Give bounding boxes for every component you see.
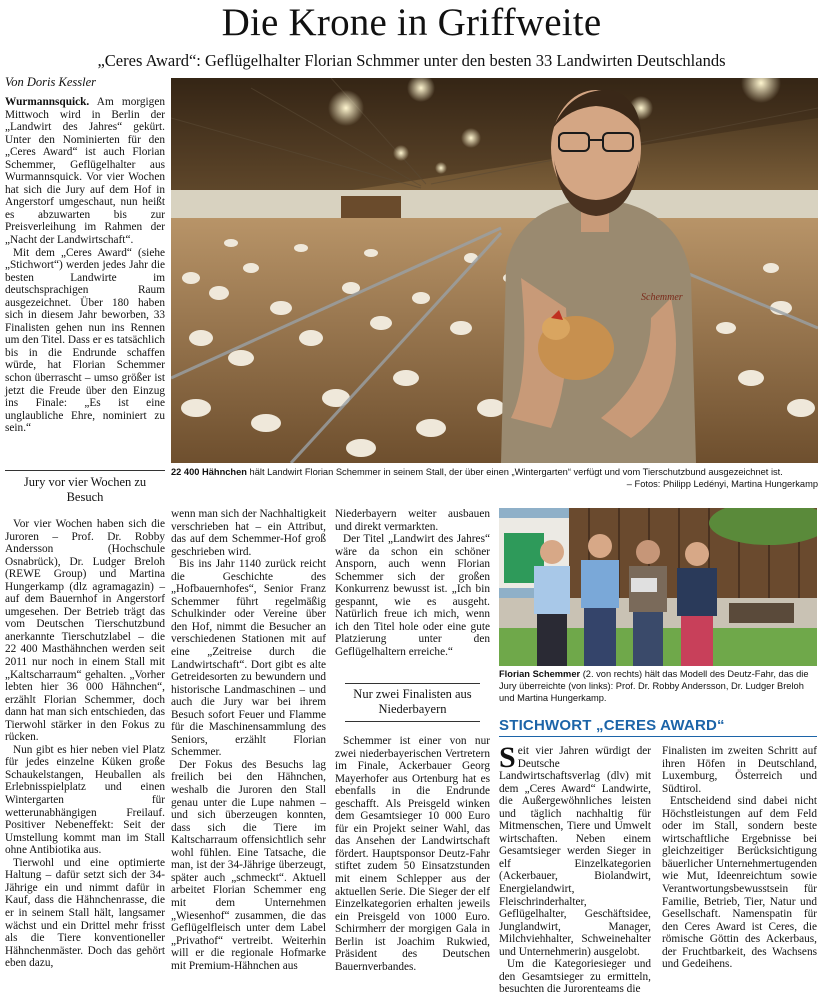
subheading-jury: Jury vor vier Wochen zu Besuch	[5, 470, 165, 505]
article-column-3	[335, 508, 490, 659]
main-photo-caption	[171, 466, 818, 490]
lead-paragraph	[5, 96, 165, 247]
paragraph: Nun gibt es hier neben viel Platz für jedes einzelne Küken große Schaukelstangen, Heuballen als Erlebnisspielplatz und einen Wintergarten für wetterunabhängigen Freilauf. Positiver Nebeneffekt: Seit der Umstellung kommt man im Stall ohne Antibiotika aus.	[5, 743, 165, 857]
paragraph	[499, 741, 651, 958]
article-column-1-continued	[5, 518, 165, 970]
main-photo	[171, 78, 818, 463]
paragraph: Tierwohl und eine optimierte Haltung – dafür setzt sich der 34-Jährige ein und nimmt dafür in Kauf, dass die Hähnchenrasse, die er in seinem Stall hält, langsamer wächst und ein Drittel mehr frisst als die Tiere konventioneller Hähnchenmäster. Doch das gehört eben dazu,	[5, 856, 165, 970]
paragraph: Niederbayern weiter ausbauen und direkt vermarkten.	[335, 508, 490, 533]
article-column-3-continued	[335, 735, 490, 973]
group-photo	[499, 508, 817, 666]
paragraph-text: eit vier Jahren würdigt der Deutsche Landwirtschaftsverlag (dlv) mit dem „Ceres Award“ Landwirte, die Außergewöhnliches leisten und täglich nachhaltig für Mitmenschen, Tiere und Umwelt wirtschaften. Neben einem Gesamtsieger werden Sieger in elf Einzelkategorien (Ackerbauer, Biolandwirt, Energielandwirt, Fleischrinderhalter, Geflügelhalter, Geschäftsidee, Junglandwirt, Manager, Milchviehhalter, Schweinehalter und Unternehmerin) ausgelobt.	[499, 745, 651, 958]
paragraph: Der Fokus des Besuchs lag freilich bei den Hähnchen, weshalb die Juroren den Stall genau unter die Lupe nahmen – und sich überzeugen konnten, dass sich die Tiere im Kaltscharraum offensichtlich sehr wohl fühlen. Eine Tatsache, die man, ist der 34-Jährige überzeugt, später auch „schmeckt“. Aktuell arbeitet Florian Schemmer eng mit dem Unternehmen „Wiesenhof“ zusammen, die das Geflügelfleisch unter dem Label „Privathof“ vertreibt. Weiterhin will er die regionale Hofmarke mit Premium-Hähnchen aus	[171, 758, 326, 972]
group-photo-caption	[499, 668, 817, 704]
stichwort-heading: STICHWORT „CERES AWARD“	[499, 717, 817, 737]
barn-photo-illustration	[171, 78, 818, 463]
drop-cap: S	[499, 741, 516, 774]
stichwort-column-1	[499, 741, 651, 996]
paragraph: Vor vier Wochen haben sich die Juroren – Prof. Dr. Robby Andersson (Hochschule Osnabrück), Dr. Ludger Breloh (REWE Group) und Martina Hungerkamp (dlz agramagazin) – auf dem Bauernhof in Angerstorf umgesehen. Der Betrieb trägt das vom Deutschen Tierschutzbund anerkannte Tierschutzlabel – die 22 400 Masthähnchen werden seit 2011 nur noch in einem Stall mit „Kaltscharraum“ gehalten. „Vorher lebten hier 36 000 Hähnchen“, erzählt Florian Schemmer, doch dann hat man sich entschieden, das Tierwohl stärker in den Fokus zu rücken.	[5, 518, 165, 744]
article-column-2	[171, 508, 326, 972]
shirt-logo: Schemmer	[641, 292, 683, 303]
paragraph: Mit dem „Ceres Award“ (siehe „Stichwort“) werden jedes Jahr die besten Landwirte im deutschsprachigen Raum ausgezeichnet. Über 180 haben sich in diesem Jahr beworben, 33 Finalisten gehen nun ins Rennen um den Titel. Dass er es tatsächlich bis in die Endrunde schaffen würde, hat Florian Schemmer schon überrascht – umso größer ist jetzt die Freude über den Einzug ins Finale: „Es ist eine unglaubliche Ehre, nominiert zu sein.“	[5, 246, 165, 435]
dateline: Wurmannsquick.	[5, 96, 90, 108]
subheading-finalists: Nur zwei Finalisten aus Niederbayern	[345, 683, 480, 722]
paragraph: Finalisten im zweiten Schritt auf ihren Höfen in Deutschland, Luxemburg, Österreich und Südtirol.	[662, 745, 817, 795]
article-column-1	[5, 96, 165, 435]
byline: Von Doris Kessler	[5, 75, 96, 89]
caption-text: hält Landwirt Florian Schemmer in seinem Stall, der über einen „Wintergarten“ verfügt und vom Tierschutzbund ausgezeichnet ist.	[246, 467, 783, 477]
paragraph: Bis ins Jahr 1140 zurück reicht die Geschichte des „Hofbauernhofes“, Senior Franz Schemmer führt regelmäßig Schulkinder oder Vereine über den Hof, nimmt die Besucher an verschiedenen Stationen mit auf eine „Zeitreise durch die Landwirtschaft“. Dort gibt es alte Getreidesorten zu bewundern und historische Landmaschinen – und auch die Jury war bei ihrem Besuch sofort Feuer und Flamme für die Maschinensammlung des Seniors, erzählt Florian Schemmer.	[171, 558, 326, 759]
group-photo-illustration	[499, 508, 817, 666]
paragraph: Um die Kategoriesieger und den Gesamtsieger zu ermitteln, besuchten die Jurorenteams die	[499, 958, 651, 996]
paragraph: wenn man sich der Nachhaltigkeit verschrieben hat – ein Attribut, das auf dem Schemmer-Hof groß geschrieben wird.	[171, 508, 326, 558]
paragraph: Entscheidend sind dabei nicht Höchstleistungen auf dem Feld oder im Stall, sondern beste wirtschaftliche Ergebnisse bei gleichzeitiger Berücksichtigung bäuerlicher Unternehmertugenden wie Mut, Ideenreichtum sowie Verantwortungsbewusstsein für Familie, Betrieb, Tier, Natur und Gesellschaft. Namenspatin für den Ceres Award ist Ceres, die römische Göttin des Ackerbaus, der Fruchtbarkeit, des Wachsens und Gedeihens.	[662, 795, 817, 971]
caption-text: (2. von rechts) hält das Modell des Deutz-Fahr, das die Jury überreichte (von links): Prof. Dr. Robby Andersson, Dr. Ludger Breloh und Martina Hungerkamp.	[499, 669, 809, 703]
subheadline: „Ceres Award“: Geflügelhalter Florian Schmmer unter den besten 33 Landwirten Deutschlands	[97, 51, 726, 70]
photo-credit: – Fotos: Philipp Ledényi, Martina Hungerkamp	[626, 479, 818, 489]
caption-lead: 22 400 Hähnchen	[171, 467, 247, 477]
caption-lead: Florian Schemmer	[499, 669, 581, 679]
lead-text: Am morgigen Mittwoch wird in Berlin der „Landwirt des Jahres“ gekürt. Unter den Nominierten für den „Ceres Award“ ist auch Florian Schemmer, Geflügelhalter aus Wurmannsquick. Vor vier Wochen hat sich die Jury auf dem Hof in Angerstorf umgeschaut, nun heißt es abzuwarten bis zur Preisverleihung im Rahmen der „Nacht der Landwirtschaft“.	[5, 96, 165, 247]
stichwort-column-2	[662, 745, 817, 971]
paragraph: Der Titel „Landwirt des Jahres“ wäre da schon ein schöner Ansporn, auch wenn Florian Schemmer sich der großen Konkurrenz bewusst ist. „Ich bin gespannt, wie es ausgeht. Natürlich freue ich mich, wenn ich den Titel hole oder eine gute Platzierung unter den Geflügelhaltern erreiche.“	[335, 533, 490, 659]
paragraph: Schemmer ist einer von nur zwei niederbayerischen Vertretern im Finale, Ackerbauer Georg Mayerhofer aus Ortenburg hat es ebenfalls in die Endrunde geschafft. Als Preisgeld winken dem Gesamtsieger 10 000 Euro für ein Projekt seiner Wahl, das das Ansehen der Landwirtschaft fördert. Hauptsponsor Deutz-Fahr stiftet zudem 50 Einsatzstunden mit einem Schlepper aus der aktuellen Serie. Die Sieger der elf Einzelkategorien erhalten jeweils ein Preisgeld von 1000 Euro. Schirmherr der morgigen Gala in Berlin ist Joachim Rukwied, Präsident des Deutschen Bauernverbandes.	[335, 735, 490, 973]
headline: Die Krone in Griffweite	[221, 1, 602, 44]
